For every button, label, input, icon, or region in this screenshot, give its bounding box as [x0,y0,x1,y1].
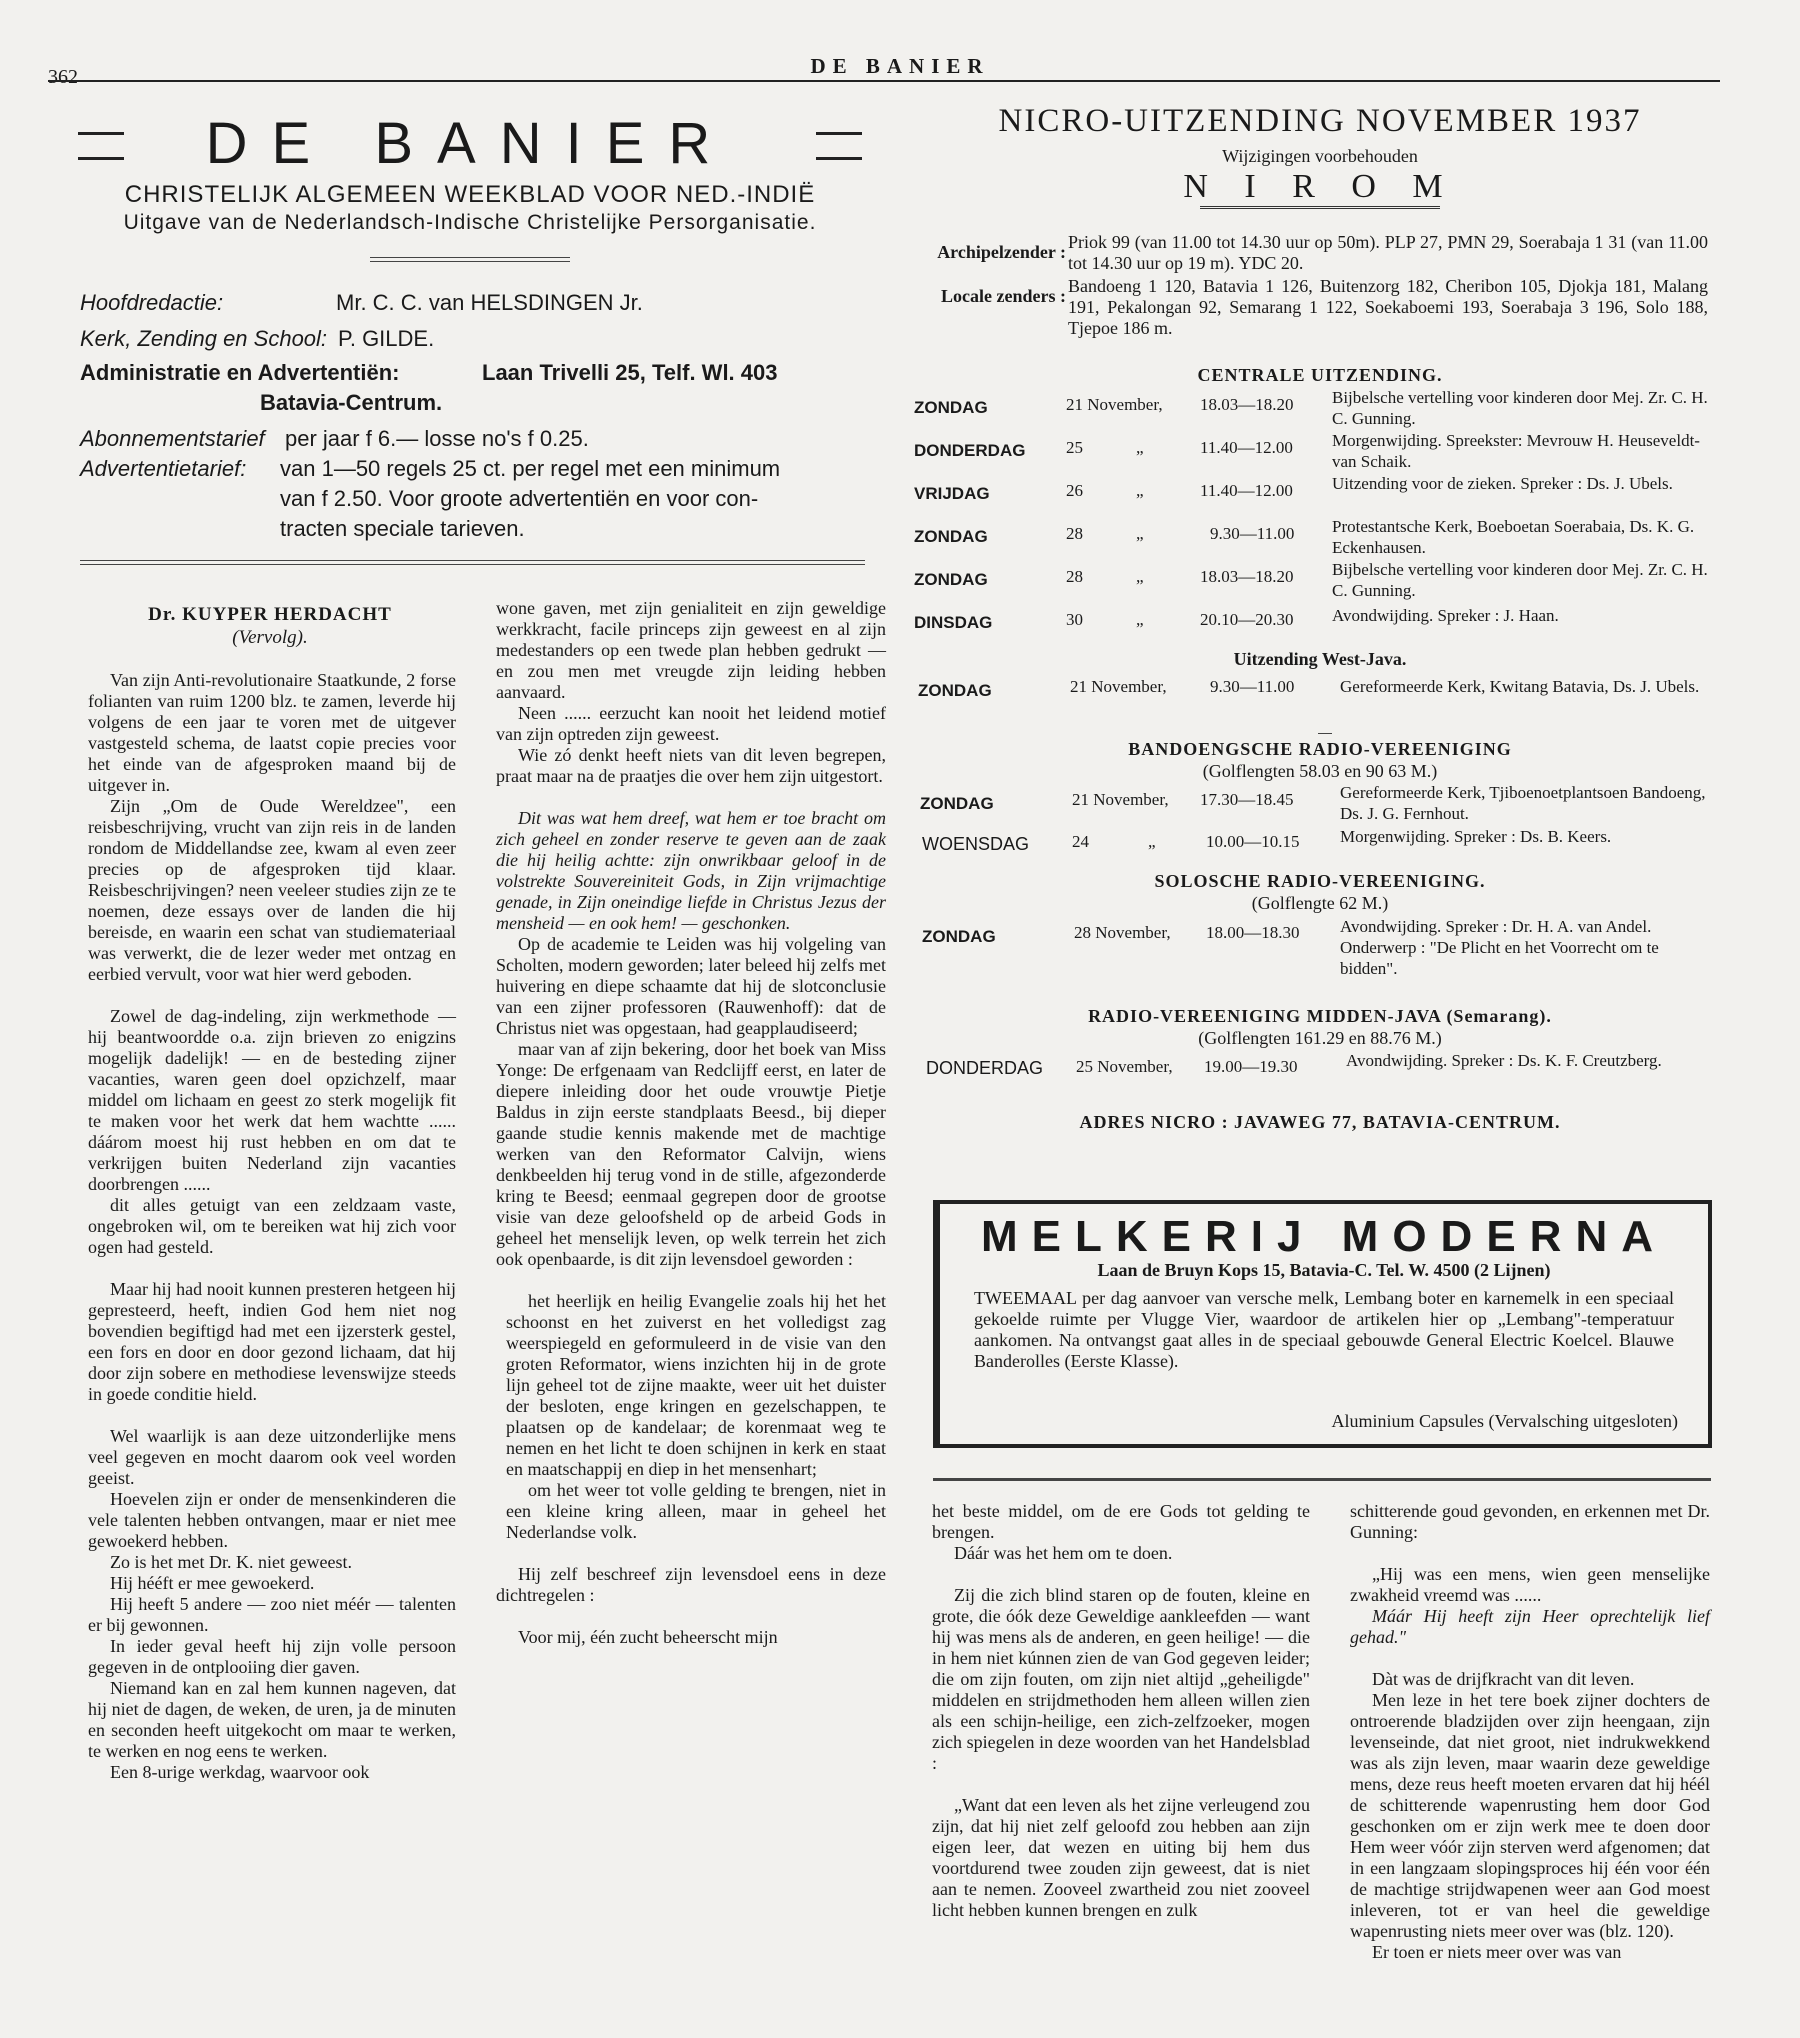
paragraph: Een 8-urige werkdag, waarvoor ook [110,1762,370,1782]
top-rule [48,80,1720,82]
section-heading-centrale: CENTRALE UITZENDING. [1197,365,1443,385]
paragraph: „Want dat een leven als het zijne verleugend zou zijn, dat hij niet zelf geloofd zou hebben aan zijn eigen leer, dat wezen en uiting bij hem dus voortdurend twee zouden zijn geweest, dat is niet aan te nemen. Zooveel zwartheid zou niet zooveel licht hebben kunnen brengen en zulk [932,1795,1310,1920]
broadcast-subtitle: Wijzigingen voorbehouden [1222,146,1418,166]
paragraph: Dáár was het hem om te doen. [954,1543,1173,1563]
page-number: 362 [48,66,78,88]
section-heading-bandoeng: BANDOENGSCHE RADIO-VEREENIGING [1128,739,1512,759]
paragraph: dit alles getuigt van een zeldzaam vaste, ongebroken wil, om te bereiken wat hij zich voor ogen had gesteld. [88,1195,456,1257]
paragraph: Wie zó denkt heeft niets van dit leven begrepen, praat maar na de praatjes die over hem zijn uitgestort. [496,745,886,786]
masthead-subtitle: CHRISTELIJK ALGEMEEN WEEKBLAD VOOR NED.-INDIË [124,181,816,208]
paragraph: Hij heeft 5 andere — zoo niet méér — talenten er bij gewonnen. [88,1594,456,1635]
broadcast-title: NICRO-UITZENDING NOVEMBER 1937 [998,103,1642,139]
paragraph: Hij hééft er mee gewoekerd. [110,1573,315,1593]
paragraph: Voor mij, één zucht beheerscht mijn [518,1627,778,1647]
masthead-row-editor: Hoofdredactie: Mr. C. C. van HELSDINGEN Jr. [80,290,643,315]
masthead-publisher: Uitgave van de Nederlandsch-Indische Christelijke Persorganisatie. [123,211,817,234]
masthead-bottom-rule [80,560,865,565]
paragraph: Er toen er niets meer over was van [1372,1942,1622,1962]
article-heading: Dr. KUYPER HERDACHT [148,604,392,625]
section-sub-midden-java: (Golflengten 161.29 en 88.76 M.) [1198,1028,1442,1048]
network-underline [1200,206,1440,212]
ad-address: Laan de Bruyn Kops 15, Batavia-C. Tel. W. 4500 (2 Lijnen) [1097,1260,1551,1280]
section-heading-solo: SOLOSCHE RADIO-VEREENIGING. [1154,871,1486,891]
station-text-local: Bandoeng 1 120, Batavia 1 126, Buitenzorg 182, Cheribon 105, Djokja 181, Malang 191, Pekalongan 92, Semarang 1 122, Soekaboemi 193, Soerabaja 3 196, Solo 188, Tjepoe 186 m. [1068,276,1708,338]
broadcast-network: N I R O M [1183,168,1457,205]
station-text-archipel: Priok 99 (van 11.00 tot 14.30 uur op 50m). PLP 27, PMN 29, Soerabaja 1 31 (van 11.00 tot 14.30 uur op 19 m). YDC 20. [1068,232,1708,273]
paragraph: Hij zelf beschreef zijn levensdoel eens in deze dichtregelen : [496,1564,886,1605]
paragraph: Zijn „Om de Oude Wereldzee", een reisbeschrijving, vrucht van zijn reis in de landen rondom de Middellandse zee, kwam al even zeer precies op de afgesproken tijd klaar. Reisbeschrijvingen? neen veeleer studies zijn ze te noemen, deze essays over de landen die hij bereisde, en waarin een schat van studiemateriaal was verwerkt, die de lezer weder met ontzag en eerbied vervult, voor wat hier werd geboden. [88,796,456,984]
masthead-left-bars [78,132,124,160]
paragraph: om het weer tot volle gelding te brengen, niet in een kleine kring alleen, maar in geheel het Nederlandse volk. [506,1480,886,1542]
section-sub-bandoeng: (Golflengten 58.03 en 90 63 M.) [1202,761,1438,781]
ad-title: MELKERIJ MODERNA [980,1212,1668,1261]
section-sub-solo: (Golflengte 62 M.) [1251,893,1389,913]
paragraph: maar van af zijn bekering, door het boek van Miss Yonge: De erfgenaam van Redclijff eerst, en later de diepere inleiding door het oude vrouwtje Pietje Baldus in zijn eerste standplaats Beesd., bij dieper gaande studie kennis makende met de machtige werken van den Reformator Calvijn, wiens denkbeelden hij terug vond in de stille, afgezonderde kring te Beesd; eenmaal gegrepen door de grootse visie van deze geloofsheld op de arbeid Gods in geheel het menselijk leven, op welk terrein het zich ook openbaarde, is dit zijn levensdoel geworden : [496,1039,886,1269]
paragraph: Van zijn Anti-revolutionaire Staatkunde, 2 forse folianten van ruim 1200 blz. te zamen, leverde hij volgens de een jaar te voren met de uitgever vastgesteld schema, de laatst copie precies voor het einde van de afgesproken maand bij de uitgever in. [88,670,456,795]
advertisement-box [933,1200,1712,1448]
paragraph: Men leze in het tere boek zijner dochters de ontroerende bladzijden over zijn heengaan, zijn levenseinde, dat niet groot, niet indrukwekkend was als zijn leven, maar waarin deze geweldige mens, deze reus heeft moeten ervaren dat hij héél de schitterende wapenrusting hem door God geschonken om er zijn werk mee te doen door Hem weer vóór zijn sterven werd afgenomen; dat in een langzaam slopingsproces hij één voor één de machtige strijdwapenen weer aan God moest inleveren, tot er van heel die geweldige wapenrusting niets meer over was (blz. 120). [1350,1690,1710,1941]
paragraph: Máár Hij heeft zijn Heer oprechtelijk lief gehad." [1350,1606,1710,1647]
masthead-right-bars [816,132,862,160]
paragraph: „Hij was een mens, wien geen menselijke zwakheid vreemd was ...... [1350,1564,1710,1605]
short-divider [1318,733,1332,734]
station-label-local: Locale zenders : [941,286,1066,306]
paragraph: Neen ...... eerzucht kan nooit het leidend motief van zijn optreden zijn geweest. [496,703,886,744]
paragraph: Wel waarlijk is aan deze uitzonderlijke mens veel gegeven en mocht daarom ook veel worden geeist. [88,1426,456,1488]
masthead-row-ads-3: tracten speciale tarieven. [280,516,525,541]
paragraph: schitterende goud gevonden, en erkennen met Dr. Gunning: [1350,1501,1710,1542]
paragraph: Op de academie te Leiden was hij volgeling van Scholten, modern geworden; later beleed hij zelfs met huivering en diepe schaamte dat hij de slotconclusie van een zijner professoren (Rauwenhoff): dat de Christus niet was opgestaan, had geapplaudiseerd; [496,934,886,1038]
paragraph: Dit was wat hem dreef, wat hem er toe bracht om zich geheel en zonder reserve te geven aan de zaak die hij heilig achtte: zijn onwrikbaar geloof in de volstrekte Souvereiniteit Gods, in Zijn vrijmachtige genade, in Zijn oneindige liefde in Christus Jezus der mensheid — en ook hem! — geschonken. [496,808,886,933]
ad-body: TWEEMAAL per dag aanvoer van versche melk, Lembang boter en karnemelk in een speciaal gekoelde ruimte per Vlugge Vier, waardoor de artikelen hier op „Lembang"-temperatuur aankomen. Na ontvangst gaat alles in de speciaal gebouwde General Electric Koelcel. Blauwe Banderolles (Eerste Klasse). [974,1288,1674,1371]
article-column-3 [932,1501,1310,1921]
paragraph: Dàt was de drijfkracht van dit leven. [1372,1669,1635,1689]
paragraph: In ieder geval heeft hij zijn volle persoon gegeven in de ontplooiing dier gaven. [88,1636,456,1677]
masthead-title: DE BANIER [205,111,735,176]
article-column-4 [1350,1501,1710,1963]
masthead-row-church: Kerk, Zending en School: P. GILDE. [80,326,435,351]
article-subheading: (Vervolg). [232,627,308,648]
masthead [60,110,880,262]
masthead-row-admin-city: Batavia-Centrum. [260,390,443,415]
ad-bottom-rule [933,1478,1711,1481]
masthead-row-ads-2: van f 2.50. Voor groote advertentiën en voor con- [280,486,759,511]
paragraph: het heerlijk en heilig Evangelie zoals hij het het schoonst en het zuiverst en het volledigst zag weerspiegeld en geformuleerd in de visie van den groten Reformator, wiens inzichten hij in de grote lijn geheel tot de zijne maakte, weer uit het duister der besloten, enge kringen en gezelschappen, te plaatsen op de kandelaar; de korenmaat weg te nemen en het licht te doen schijnen in kerk en staat en maatschappij en diep in het mensenhart; [506,1291,886,1479]
paragraph: Niemand kan en zal hem kunnen nageven, dat hij niet de dagen, de weken, de uren, ja de minuten en seconden heeft uitgekocht om maar te werken, te werken en nog eens te werken. [88,1678,456,1761]
masthead-row-subscription: Abonnementstarief per jaar f 6.— losse no's f 0.25. [80,426,589,451]
paragraph: het beste middel, om de ere Gods tot gelding te brengen. [932,1501,1310,1542]
article-column-1 [88,670,456,1783]
article-column-2 [496,598,886,1648]
masthead-row-admin: Administratie en Advertentiën: Laan Trivelli 25, Telf. Wl. 403 [80,360,778,385]
masthead-divider [370,257,570,262]
paragraph: Zij die zich blind staren op de fouten, kleine en grote, die óók deze Geweldige aankleefden — want hij was mens als de anderen, en geen heilige! — die in hem niet kúnnen zien de van God gegeven leider; die om zijn fouten, om zijn niet altijd „geheiligde" middelen en strijdmethoden hem alleen willen zien als een schijn-heilige, een zich-zelfzoeker, mogen zich spiegelen in deze woorden van het Handelsblad : [932,1585,1310,1773]
section-heading-west-java: Uitzending West-Java. [1233,649,1407,669]
paragraph: Zowel de dag-indeling, zijn werkmethode — hij beantwoordde o.a. zijn brieven zo enigzins mogelijk dadelijk! — en de besteding zijner vacanties, waren geen doel opzichzelf, maar middel om lichaam en geest zo sterk mogelijk fit te maken voor het werk dat hem wachtte ...... dáárom moest hij rust hebben en om dat te verkrijgen buiten Nederland zijn vacanties doorbrengen ...... [88,1006,456,1194]
paragraph: Zo is het met Dr. K. niet geweest. [110,1552,352,1572]
masthead-row-ads: Advertentietarief: van 1—50 regels 25 ct. per regel met een minimum [80,456,781,481]
paragraph: Hoevelen zijn er onder de mensenkinderen die vele talenten hebben ontvangen, maar er niet mee gewoekerd hebben. [88,1489,456,1551]
station-label-archipel: Archipelzender : [937,242,1066,262]
paragraph: Maar hij had nooit kunnen presteren hetgeen hij gepresteerd, heeft, indien God hem niet nog bovendien begiftigd had met een ijzersterk gestel, een fors en door en door gezond lichaam, dat hij door zijn sobere en methodiese levenswijze steeds in goede conditie hield. [88,1279,456,1404]
running-head: DE BANIER [810,54,990,78]
ad-capsules: Aluminium Capsules (Vervalsching uitgesloten) [1331,1411,1678,1431]
broadcast-address: ADRES NICRO : JAVAWEG 77, BATAVIA-CENTRUM. [1079,1112,1561,1132]
paragraph: wone gaven, met zijn genialiteit en zijn geweldige werkkracht, facile princeps zijn geweest en al zijn medestanders op een twede plan hebben gedrukt — en zou men met vreugde zijn leiding hebben aanvaard. [496,598,886,702]
section-heading-midden-java: RADIO-VEREENIGING MIDDEN-JAVA (Semarang). [1088,1006,1552,1026]
